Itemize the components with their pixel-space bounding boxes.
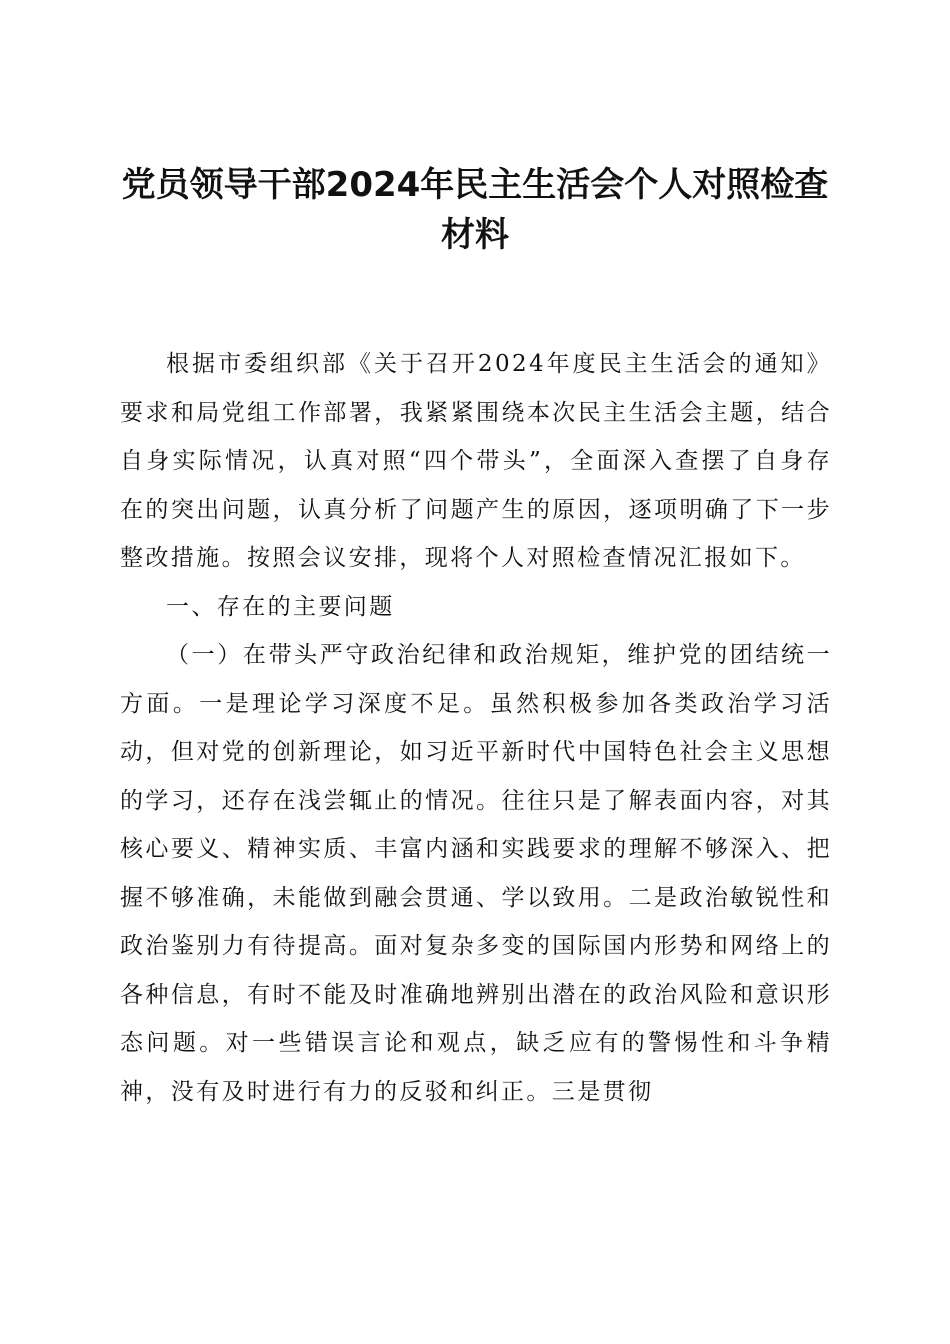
intro-paragraph: 根据市委组织部《关于召开2024年度民主生活会的通知》要求和局党组工作部署，我紧紧围绕本次民主生活会主题，结合自身实际情况，认真对照“四个带头”，全面深入查摆了自身存在的突出问题，认真分析了问题产生的原因，逐项明确了下一步整改措施。按照会议安排，现将个人对照检查情况汇报如下。 <box>120 351 832 571</box>
section-heading: 一、存在的主要问题 <box>166 593 395 620</box>
document-body <box>120 340 832 1116</box>
document-title: 党员领导干部2024年民主生活会个人对照检查材料 <box>121 165 829 255</box>
section-paragraph: （一）在带头严守政治纪律和政治规矩，维护党的团结统一方面。一是理论学习深度不足。虽然积极参加各类政治学习活动，但对党的创新理论，如习近平新时代中国特色社会主义思想的学习，还存在浅尝辄止的情况。往往只是了解表面内容，对其核心要义、精神实质、丰富内涵和实践要求的理解不够深入、把握不够准确，未能做到融会贯通、学以致用。二是政治敏锐性和政治鉴别力有待提高。面对复杂多变的国际国内形势和网络上的各种信息，有时不能及时准确地辨别出潜在的政治风险和意识形态问题。对一些错误言论和观点，缺乏应有的警惕性和斗争精神，没有及时进行有力的反驳和纠正。三是贯彻 <box>120 642 832 1105</box>
